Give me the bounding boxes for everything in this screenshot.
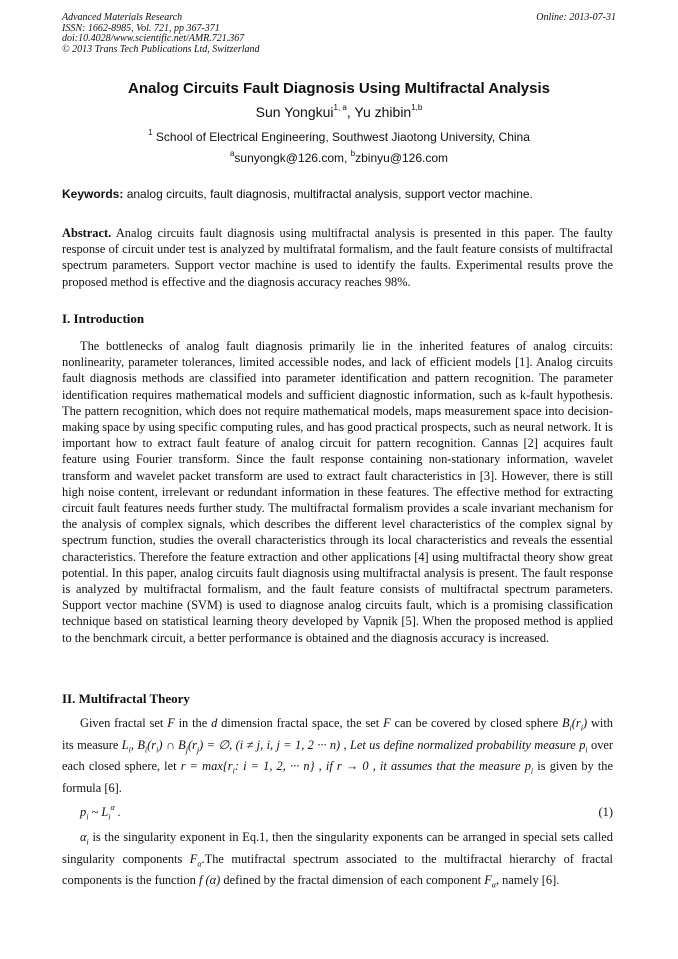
affiliation-sup: 1 — [148, 128, 153, 137]
email-a: sunyongk@126.com, — [234, 151, 348, 165]
math-Li: $L_i$ — [121, 737, 131, 755]
emails — [0, 151, 678, 165]
abstract — [62, 225, 613, 290]
math-d: d — [211, 716, 218, 730]
email-b: zbinyu@126.com — [355, 151, 449, 165]
affiliation-text: School of Electrical Engineering, Southwest Jiaotong University, China — [155, 130, 530, 144]
author-2-sup: 1,b — [411, 103, 423, 113]
email-a-sup: a — [229, 149, 235, 158]
math-alpha-i: $\alpha_i$ — [80, 830, 89, 847]
author-1-sup: 1, a — [333, 103, 347, 113]
math-F-alpha: $F_\alpha$ — [484, 873, 496, 890]
s2-text: .The mutifractal spectrum associated to the multifractal hierarchy of fractal components is the function — [62, 851, 613, 888]
online-date: Online: 2013-07-31 — [536, 12, 616, 23]
math-intersection: , $B_i(r_i)$ ∩ $B_j(r_j)$ = ∅, (i ≠ j, i, j = 1, 2 ··· n) , Let us define normalized probability measure — [130, 737, 576, 755]
section-2-paragraph-1 — [62, 715, 613, 796]
email-b-sup: b — [350, 149, 356, 158]
s2-text: is given by the formula [6]. — [62, 759, 614, 796]
paper-title: Analog Circuits Fault Diagnosis Using Multifractal Analysis — [127, 80, 550, 97]
equation-number: (1) — [598, 805, 613, 819]
journal-name: Advanced Materials Research — [62, 12, 183, 23]
issn: ISSN: 1662-8985, Vol. 721, pp 367-371 — [62, 22, 220, 34]
math-F: F — [167, 716, 175, 730]
math-rmax: $r = \max\{r_i$: i = 1, 2, ··· n} , if r → 0 , it assumes that the measure — [180, 759, 521, 776]
authors: Sun Yongkui$^{1, a}$, Yu zhibin$^{1,b}$ — [255, 103, 423, 120]
keywords-label: Keywords: — [62, 187, 124, 201]
s2-text: can be covered by closed sphere — [394, 716, 559, 730]
author-2: Yu zhibin — [354, 104, 412, 120]
math-F-alpha: $F_\alpha$ — [189, 851, 202, 869]
abstract-label: Abstract. — [62, 226, 112, 240]
math-f-alpha: f (α) — [198, 873, 221, 888]
copyright: © 2013 Trans Tech Publications Ltd, Switzerland — [62, 43, 260, 55]
section-2-paragraph-2 — [62, 829, 613, 894]
math-Bi: $B_i(r_i)$ — [561, 716, 588, 733]
s2-text: Given fractal set — [80, 716, 164, 730]
math-pi: $p_i$ — [524, 759, 534, 776]
s2-text: dimension fractal space, the set — [221, 716, 380, 730]
author-1: Sun Yongkui — [255, 104, 334, 120]
s2-text: defined by the fractal dimension of each component — [223, 873, 482, 888]
math-F: F — [383, 716, 391, 730]
section-1-text: The bottlenecks of analog fault diagnosis primarily lie in the inherited features of analog circuits: nonlinearity, parameter tolerances, limited accessible nodes, and lack of efficient models [1]. Analog circuits fault diagnosis methods are classified into parameter identification and pattern recognition. The parameter identification requires mathematical models and sufficient diagnostic information, such as k-fault hypothesis. The pattern recognition, which does not require mathematical models, maps measurement space into decision-making space by using specific computing rules, and has good practical prospects, such as neural network. It is important how to extract fault feature of analog circuit for pattern recognition. Cannas [2] acquires fault feature using Fourier transform. Since the fault response containing non-stationary information, wavelet transform and wavelet packet transform are used to extract fault characteristics in [3]. However, there is still high noise content, irrelevant or redundant information in these features. The effective method for extracting circuit fault features needs further study. The multifractal formalism provides a scale invariant mechanism for the analysis of complex signals, which describes the different level characteristics of the complex signal by spectrum function, studies the overall characteristics through its local characteristics and reveals the essential characteristics. Therefore the feature extraction and other applications [4] using multifractal theory show great potential. In this paper, analog circuits fault diagnosis using multifractal analysis is present. The fault response is analyzed by multifractal formalism, and the fault feature consists of multifractal spectrum parameters. Support vector machine (SVM) is used to diagnose analog circuits fault, which is a promising classification technique based on statistical learning theory developed by Vapnik [5]. When the proposed method is applied to the benchmark circuit, a better performance is obtained and the diagnosis accuracy is increased. — [62, 339, 613, 645]
affiliation — [0, 130, 678, 144]
doi: doi:10.4028/www.scientific.net/AMR.721.367 — [62, 33, 245, 45]
s2-text: , namely [6]. — [495, 873, 560, 888]
journal-header — [62, 13, 622, 55]
section-2-heading: II. Multifractal Theory — [62, 691, 190, 706]
s2-text: over each closed sphere, let — [62, 737, 614, 774]
s2-text: with its measure — [62, 716, 613, 752]
keywords — [62, 187, 620, 201]
keywords-text: analog circuits, fault diagnosis, multifractal analysis, support vector machine. — [126, 187, 533, 201]
s2-text: in the — [178, 716, 208, 730]
section-1-heading: I. Introduction — [62, 311, 145, 326]
math-pi: $p_i$ — [579, 737, 588, 755]
abstract-text: Analog circuits fault diagnosis using multifractal analysis is presented in this paper. The faulty response of circuit under test is analyzed by multifratal formalism, and the fault feature consists of multifractal spectrum parameters. Support vector machine is used to identify the faults. Experimental results prove the proposed method is effective and the diagnosis accuracy reaches 98%. — [62, 226, 613, 289]
s2-text: is the singularity exponent in Eq.1, then the singularity exponents can be arranged in special sets called singularity components — [62, 830, 613, 866]
equation-1: $p_i$ ~ $L_i^\alpha$ . — [80, 802, 121, 822]
